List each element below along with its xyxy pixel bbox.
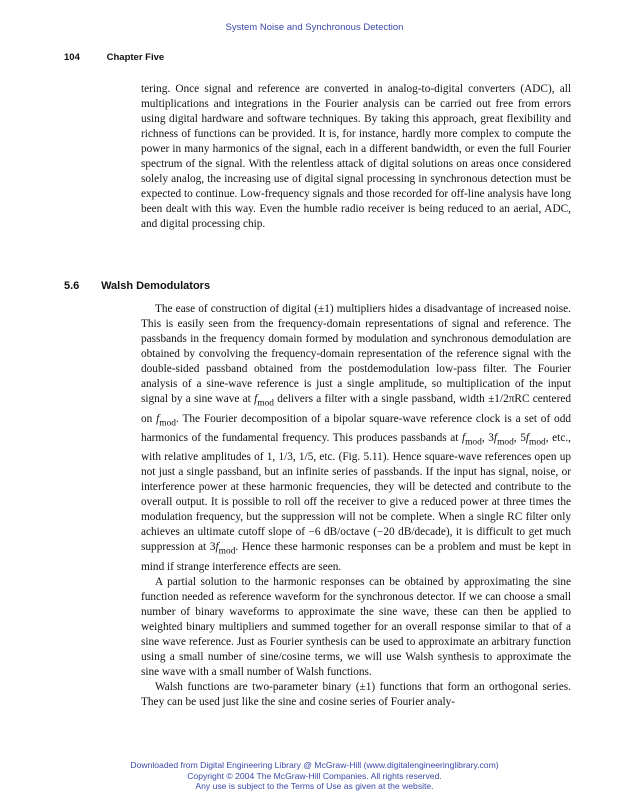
book-title-banner: System Noise and Synchronous Detection <box>225 22 404 33</box>
page-number: 104 <box>64 52 80 63</box>
section-body <box>141 302 571 710</box>
footer-terms: Any use is subject to the Terms of Use as given at the website. <box>195 781 434 791</box>
running-header <box>64 52 589 63</box>
section-title: Walsh Demodulators <box>101 280 211 292</box>
footer-download-notice: Downloaded from Digital Engineering Library @ McGraw-Hill (www.digitalengineeringlibrary.com) <box>130 760 499 770</box>
copyright-footer <box>0 760 629 792</box>
intro-paragraph: tering. Once signal and reference are converted in analog-to-digital converters (ADC), all multiplications and integrations in the Fourier analysis can be carried out free from errors using digital hardware and software techniques. By taking this approach, great flexibility and richness of functions can be provided. It is, for instance, hardly more complex to compute the power in many harmonics of the signal, each in a different bandwidth, or even the full Fourier spectrum of the signal. With the relentless attack of digital solutions on areas once considered solely analog, the increasing use of digital signal processing in synchronous detection must be expected to continue. Low-frequency signals and those recorded for off-line analysis have long been dealt with this way. Even the humble radio receiver is being reduced to an aerial, ADC, and digital processing chip. <box>141 83 571 231</box>
paragraph-harmonic-noise: The ease of construction of digital (±1) multipliers hides a disadvantage of increased noise. This is easily seen from the frequency-domain representations of signal and reference. The passbands in the frequency domain formed by modulation and synchronous demodulation are obtained by convolving the frequency-domain representation of the reference signal with the double-sided passband obtained from the postdemodulation low-pass filter. The Fourier analysis of a sine-wave reference is just a single amplitude, so multiplication of the input signal by a sine wave at $f_{mod}$ delivers a filter with a single passband, width ±1/2πRC centered on $f_{mod}$. The Fourier decomposition of a bipolar square-wave reference clock is a set of odd harmonics of the fundamental frequency. This produces passbands at $f_{mod}$, $3f_{mod}$, $5f_{mod}$, etc., with relative amplitudes of 1, 1/3, 1/5, etc. (Fig. 5.11). Hence square-wave references open up not just a single passband, but an infinite series of passbands. If the input has signal, noise, or interference power at these harmonic frequencies, they will be detected and contribute to the overall output. It is possible to roll off the receiver to give a reduced power at three times the modulation frequency, but the suppression will not be complete. When a single RC filter only achieves an ultimate cutoff slope of −6 dB/octave (−20 dB/decade), it is difficult to get much suppression at $3f_{mod}$. Hence these harmonic responses can be a problem and must be kept in mind if strange interference effects are seen. <box>141 303 571 573</box>
section-heading <box>64 280 210 292</box>
paragraph-partial-solution: A partial solution to the harmonic responses can be obtained by approximating the sine function needed as reference waveform for the synchronous detector. If we can choose a small number of binary waveforms to approximate the sine wave, these can then be applied to weighted binary multipliers and summed together for an overall response similar to that of a sine wave reference. Just as Fourier synthesis can be used to approximate an arbitrary function using a small number of sine/cosine terms, we will use Walsh synthesis to approximate the sine wave with a small number of Walsh functions. <box>141 575 571 679</box>
footer-copyright: Copyright © 2004 The McGraw-Hill Companies. All rights reserved. <box>187 770 442 781</box>
paragraph-walsh-functions: Walsh functions are two-parameter binary (±1) functions that form an orthogonal series. They can be used just like the sine and cosine series of Fourier analy- <box>141 681 571 709</box>
section-number: 5.6 <box>64 280 80 292</box>
intro-paragraph-block <box>141 82 571 232</box>
chapter-label: Chapter Five <box>106 52 165 63</box>
